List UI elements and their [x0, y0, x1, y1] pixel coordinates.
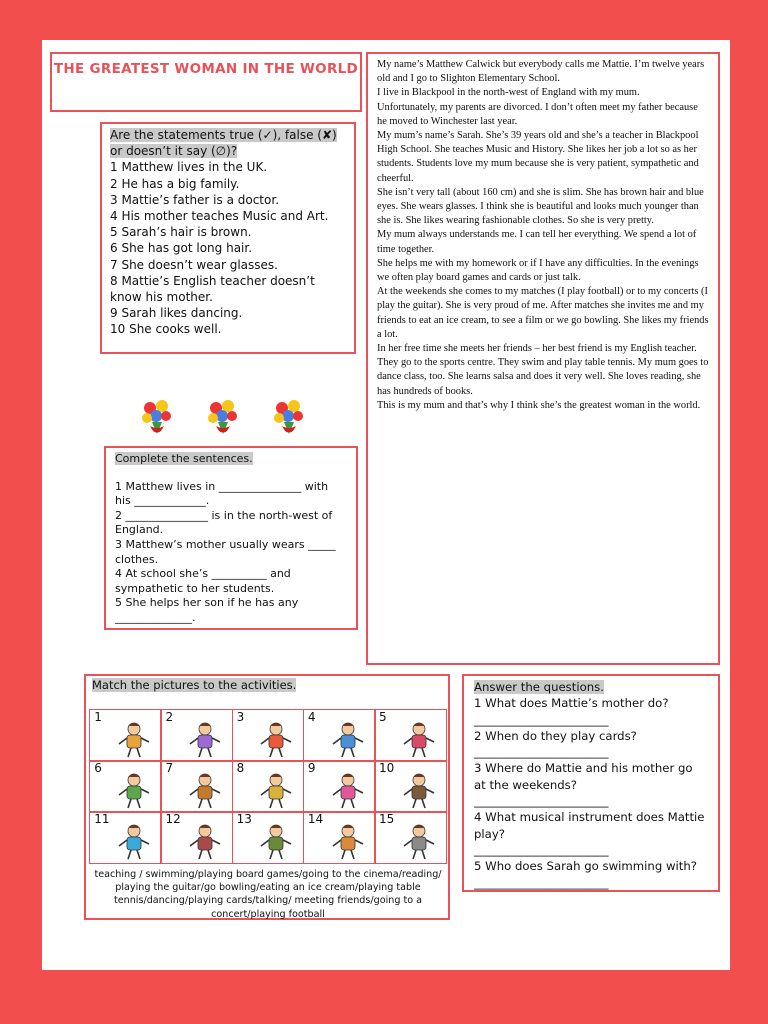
picture-cell	[232, 709, 305, 762]
complete-item: 4 At school she’s __________ and sympathetic to her students.	[115, 567, 291, 595]
picture-number: 14	[307, 812, 324, 827]
answer-line: _______________________	[474, 712, 609, 727]
picture-cell	[89, 709, 162, 762]
worksheet-page	[42, 40, 730, 970]
picture-cell	[232, 811, 305, 864]
true-false-exercise	[100, 122, 356, 354]
picture-number: 7	[165, 761, 174, 776]
picture-number: 4	[307, 710, 316, 725]
picture-cell	[160, 811, 233, 864]
picture-number: 15	[379, 812, 395, 827]
complete-item: 2 _______________ is in the north-west of England.	[115, 508, 333, 537]
picture-cell	[232, 760, 305, 813]
picture-cell	[303, 709, 376, 762]
reading-text	[366, 52, 720, 665]
picture-number: 6	[94, 761, 102, 776]
match-instruction: Match the pictures to the activities.	[92, 678, 297, 692]
picture-cell	[374, 760, 447, 813]
answer-line: _______________________	[474, 794, 609, 809]
activity-clipart-icon	[253, 771, 299, 809]
tf-item: 2 He has a big family.	[110, 176, 240, 191]
tf-item: 1 Matthew lives in the UK.	[110, 160, 268, 175]
picture-cell	[160, 760, 233, 813]
picture-number: 12	[165, 812, 181, 827]
activity-clipart-icon	[396, 822, 442, 860]
flower-bouquet-icon	[204, 396, 242, 436]
tf-item: 9 Sarah likes dancing.	[110, 306, 243, 321]
picture-number: 2	[165, 710, 174, 725]
activity-clipart-icon	[325, 720, 371, 758]
activities-list: teaching / swimming/playing board games/going to the cinema/reading/ playing the guitar/go bowling/eating an ice cream/playing table tennis/dancing/playing cards/talking/ meeting friends/going to a concert/playing football	[94, 869, 442, 920]
activity-clipart-icon	[111, 720, 157, 758]
picture-number: 3	[236, 710, 245, 725]
activity-clipart-icon	[182, 720, 228, 758]
picture-number: 13	[236, 812, 252, 827]
flower-bouquet-icon	[138, 396, 176, 436]
question: 3 Where do Mattie and his mother go at the weekends?	[474, 761, 693, 792]
activity-clipart-icon	[182, 771, 228, 809]
tf-item: 7 She doesn’t wear glasses.	[110, 257, 278, 272]
question: 5 Who does Sarah go swimming with? _______________________	[474, 859, 697, 890]
picture-grid	[90, 710, 446, 863]
story-paragraph: Unfortunately, my parents are divorced. I don’t often meet my father because he moved to Winchester last year.	[377, 101, 698, 127]
story-paragraph: At the weekends she comes to my matches (I play football) or to my concerts (I play the guitar). She is very proud of me. After matches she invites me and my friends to eat an ice cream, to see a film or we go bowling. She likes my friends a lot.	[377, 286, 709, 340]
question: 4 What musical instrument does Mattie play?	[474, 810, 705, 841]
picture-number: 1	[94, 710, 102, 725]
story-paragraph: My name’s Matthew Calwick but everybody calls me Mattie. I’m twelve years old and I go to Slighton Elementary School.	[377, 59, 705, 85]
complete-item: 1 Matthew lives in _______________ with his _____________.	[115, 479, 329, 508]
complete-instruction: Complete the sentences.	[115, 452, 253, 465]
story-paragraph: She helps me with my homework or if I have any difficulties. In the evenings we often play board games and cards or just talk.	[377, 257, 699, 284]
picture-cell	[160, 709, 233, 762]
flower-bouquet-icon	[270, 396, 308, 436]
activity-clipart-icon	[111, 822, 157, 860]
picture-number: 10	[379, 761, 395, 776]
picture-number: 8	[236, 761, 245, 776]
question: 2 When do they play cards?	[474, 728, 637, 743]
picture-cell	[374, 709, 447, 762]
picture-number: 5	[379, 710, 387, 725]
activity-clipart-icon	[111, 771, 157, 809]
story-paragraph: My mum’s name’s Sarah. She’s 39 years old and she’s a teacher in Blackpool High School. She teaches Music and History. She likes her job a lot so as her students. Students love my mum because she is very patient, sympathetic and cheerful.	[377, 130, 699, 184]
complete-item: 5 She helps her son if he has any ______________.	[115, 596, 299, 624]
picture-cell	[374, 811, 447, 864]
activity-clipart-icon	[396, 771, 442, 809]
activity-clipart-icon	[253, 720, 299, 758]
activity-clipart-icon	[396, 720, 442, 758]
complete-item: 3 Matthew’s mother usually wears _____ clothes.	[115, 537, 336, 566]
activity-clipart-icon	[253, 822, 299, 860]
tf-item: 10 She cooks well.	[110, 322, 222, 337]
tf-item: 5 Sarah’s hair is brown.	[110, 225, 252, 240]
answer-instruction: Answer the questions.	[474, 680, 604, 694]
true-false-instruction: Are the statements true (✓), false (✘) or doesn’t it say (∅)?	[110, 128, 337, 159]
tf-item: 3 Mattie’s father is a doctor.	[110, 192, 280, 207]
story-paragraph: In her free time she meets her friends – her best friend is my English teacher. They go to the sports centre. They swim and play table tennis. My mum goes to dance class, too. She learns salsa and does it very well. She loves reading, she has hundreds of books.	[377, 343, 709, 397]
story-paragraph: This is my mum and that’s why I think she’s the greatest woman in the world.	[377, 399, 701, 411]
complete-sentences-exercise	[104, 446, 358, 630]
question: 1 What does Mattie’s mother do?	[474, 696, 669, 711]
activity-clipart-icon	[182, 822, 228, 860]
story-paragraph: My mum always understands me. I can tell her everything. We spend a lot of time together.	[377, 229, 697, 255]
picture-cell	[89, 811, 162, 864]
tf-item: 4 His mother teaches Music and Art.	[110, 209, 329, 224]
picture-cell	[303, 811, 376, 864]
page-title: THE GREATEST WOMAN IN THE WORLD	[50, 52, 362, 112]
picture-number: 9	[307, 761, 316, 776]
match-pictures-exercise	[84, 674, 450, 920]
answer-line: _______________________	[474, 842, 609, 857]
answer-questions-exercise	[462, 674, 720, 892]
flower-decorations	[138, 396, 318, 436]
story-paragraph: I live in Blackpool in the north-west of England with my mum.	[377, 87, 640, 99]
picture-cell	[303, 760, 376, 813]
activity-clipart-icon	[325, 822, 371, 860]
tf-item: 6 She has got long hair.	[110, 241, 253, 256]
picture-number: 11	[94, 812, 110, 827]
answer-line: _______________________	[474, 745, 609, 760]
story-paragraph: She isn’t very tall (about 160 cm) and she is slim. She has brown hair and blue eyes. She wears glasses. I think she is beautiful and looks much younger than she is. She likes wearing fashionable clothes. So she is very pretty.	[377, 186, 704, 227]
tf-item: 8 Mattie’s English teacher doesn’t know his mother.	[110, 273, 315, 305]
activity-clipart-icon	[325, 771, 371, 809]
picture-cell	[89, 760, 162, 813]
